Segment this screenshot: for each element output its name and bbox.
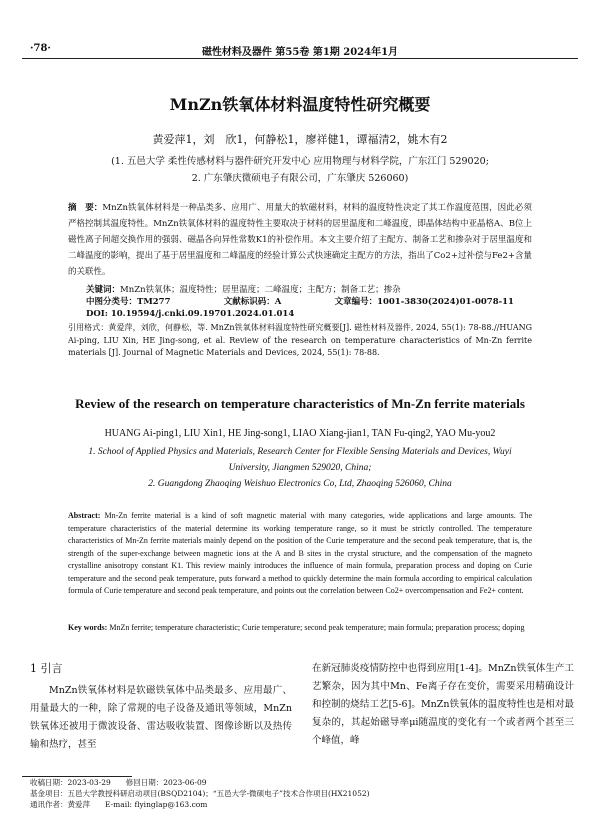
fund-info: 基金项目：五邑大学教授科研启动项目(BSQD2104)；“五邑大学-微硕电子”技术合作项目(HX21052) — [30, 789, 370, 798]
body-right-text: 在新冠肺炎疫情防控中也得到应用[1-4]。MnZn铁氧体生产工艺繁杂，因为其中Mn、Fe离子存在变价，需要采用精确设计和控制的烧结工艺[5-6]。MnZn铁氧体的温度特性也是相对最复杂的，其起始磁导率μi随温度的变化有一个或者两个甚至三个峰值，峰 — [312, 663, 574, 746]
english-authors: HUANG Ai-ping1, LIU Xin1, HE Jing-song1, LIAO Xiang-jian1, TAN Fu-qing2, YAO Mu-you2 — [104, 428, 496, 439]
running-header — [22, 40, 578, 59]
chinese-affiliation-2: 2. 广东肇庆微硕电子有限公司，广东肇庆 526060) — [191, 173, 409, 184]
chinese-abstract-label: 摘 要： — [68, 203, 103, 213]
chinese-keywords: MnZn铁氧体；温度特性；居里温度；二峰温度；主配方；制备工艺；掺杂 — [120, 285, 401, 295]
body-right-column — [312, 660, 574, 750]
chinese-meta — [86, 284, 514, 296]
classification-block — [86, 296, 514, 320]
citation: 引用格式：黄爱萍，刘欣，何静松，等. MnZn铁氧体材料温度特性研究概要[J]. 磁性材料及器件, 2024, 55(1): 78-88.//HUANG Ai-ping, LIU Xin, HE Jing-song, et al. Review of the research on temperature characteristics of Mn-Zn ferrite materials [J]. Journal of Magnetic Materials and Devices, 2024, 55(1): 78-88. — [68, 323, 532, 357]
english-affiliation-1: 1. School of Applied Physics and Materials, Research Center for Flexible Sensing Materials and Devices, Wuyi University, Jiangmen 529020, China; — [88, 447, 512, 473]
section-heading: 1 引言 — [30, 662, 63, 675]
english-title: Review of the research on temperature characteristics of Mn-Zn ferrite materials — [75, 396, 525, 411]
journal-line: 磁性材料及器件 第55卷 第1期 2024年1月 — [201, 47, 399, 58]
english-affiliation-2: 2. Guangdong Zhaoqing Weishuo Electronics Co, Ltd, Zhaoqing 526060, China — [148, 479, 452, 489]
chinese-affiliations — [60, 153, 540, 187]
english-abstract-label: Abstract: — [68, 511, 101, 520]
chinese-affiliation-1: (1. 五邑大学 柔性传感材料与器件研究开发中心 应用物理与材料学院，广东江门 529020; — [111, 156, 489, 167]
english-abstract-text: Mn-Zn ferrite material is a kind of soft magnetic material with many categories, wide applications and large amounts. The temperature characteristics of the material determine its working temperature range, so it must be strictly controlled. The temperature characteristics of Mn-Zn ferrite materials mainly depend on the position of the Curie temperature and the second peak temperature, that is, the strength of the super-exchange between magnetic ions at the A and B sites in the crystal structure, and the compensation of the magneto crystalline anisotropy constant K1. This review mainly introduces the influence of main formula, preparation process and doping on Curie temperature and the second peak temperature, puts forward a method to quickly determine the main formula according to empirical calculation formula of Curie temperature and second peak temperature, and points out the correlation between Co2+ overcompensation and Fe2+ content. — [68, 511, 533, 595]
chinese-title: MnZn铁氧体材料温度特性研究概要 — [169, 95, 431, 114]
doi: DOI: 10.19594/j.cnki.09.19701.2024.01.014 — [86, 309, 295, 319]
article-number: 文章编号：1001-3830(2024)01-0078-11 — [334, 297, 514, 307]
english-affiliations — [70, 444, 530, 492]
clc-number: 中图分类号：TM277 — [86, 297, 171, 307]
english-abstract — [68, 510, 532, 598]
received-dates: 收稿日期：2023-03-29 修回日期：2023-06-09 — [30, 778, 207, 787]
footnotes — [30, 777, 570, 810]
chinese-keywords-label: 关键词： — [86, 285, 121, 295]
chinese-authors: 黄爱萍1，刘 欣1，何静松1，廖祥健1，谭福清2，姚木有2 — [152, 133, 448, 146]
chinese-abstract-text: MnZn铁氧体材料是一种品类多、应用广、用量大的软磁材料，材料的温度特性决定了其工作温度范围，因此必须严格控制其温度特性。MnZn铁氧体材料的温度特性主要取决于材料的居里温度和二峰温度，即晶体结构中亚晶格A、B位上磁性离子间超交换作用的强弱、磁晶各向异性常数K1的补偿作用。本文主要介绍了主配方、制备工艺和掺杂对于居里温度和二峰温度的影响，提出了基于居里温度和二峰温度的经验计算公式快速确定主配方的方法，指出了Co2+过补偿与Fe2+含量的关联性。 — [68, 203, 532, 277]
chinese-abstract — [68, 200, 532, 280]
english-keywords: MnZn ferrite; temperature characteristic; Curie temperature; second peak temperature; main formula; preparation process; doping — [109, 623, 525, 632]
body-left-column — [30, 660, 292, 754]
page-number: ·78· — [30, 43, 51, 54]
body-left-text: MnZn铁氧体材料是软磁铁氧体中品类最多、应用最广、用量最大的一种，除了常规的电子设备及通讯等领域，MnZn铁氧体还被用于微波设备、雷达吸收装置、图像诊断以及热传输和热疗，甚至 — [30, 685, 292, 750]
corresponding-author: 通讯作者：黄爱萍 E-mail: flyinglap@163.com — [30, 800, 208, 809]
english-keywords-label: Key words: — [68, 623, 108, 632]
document-code: 文献标识码：A — [223, 297, 282, 307]
english-keywords-block — [68, 622, 532, 635]
